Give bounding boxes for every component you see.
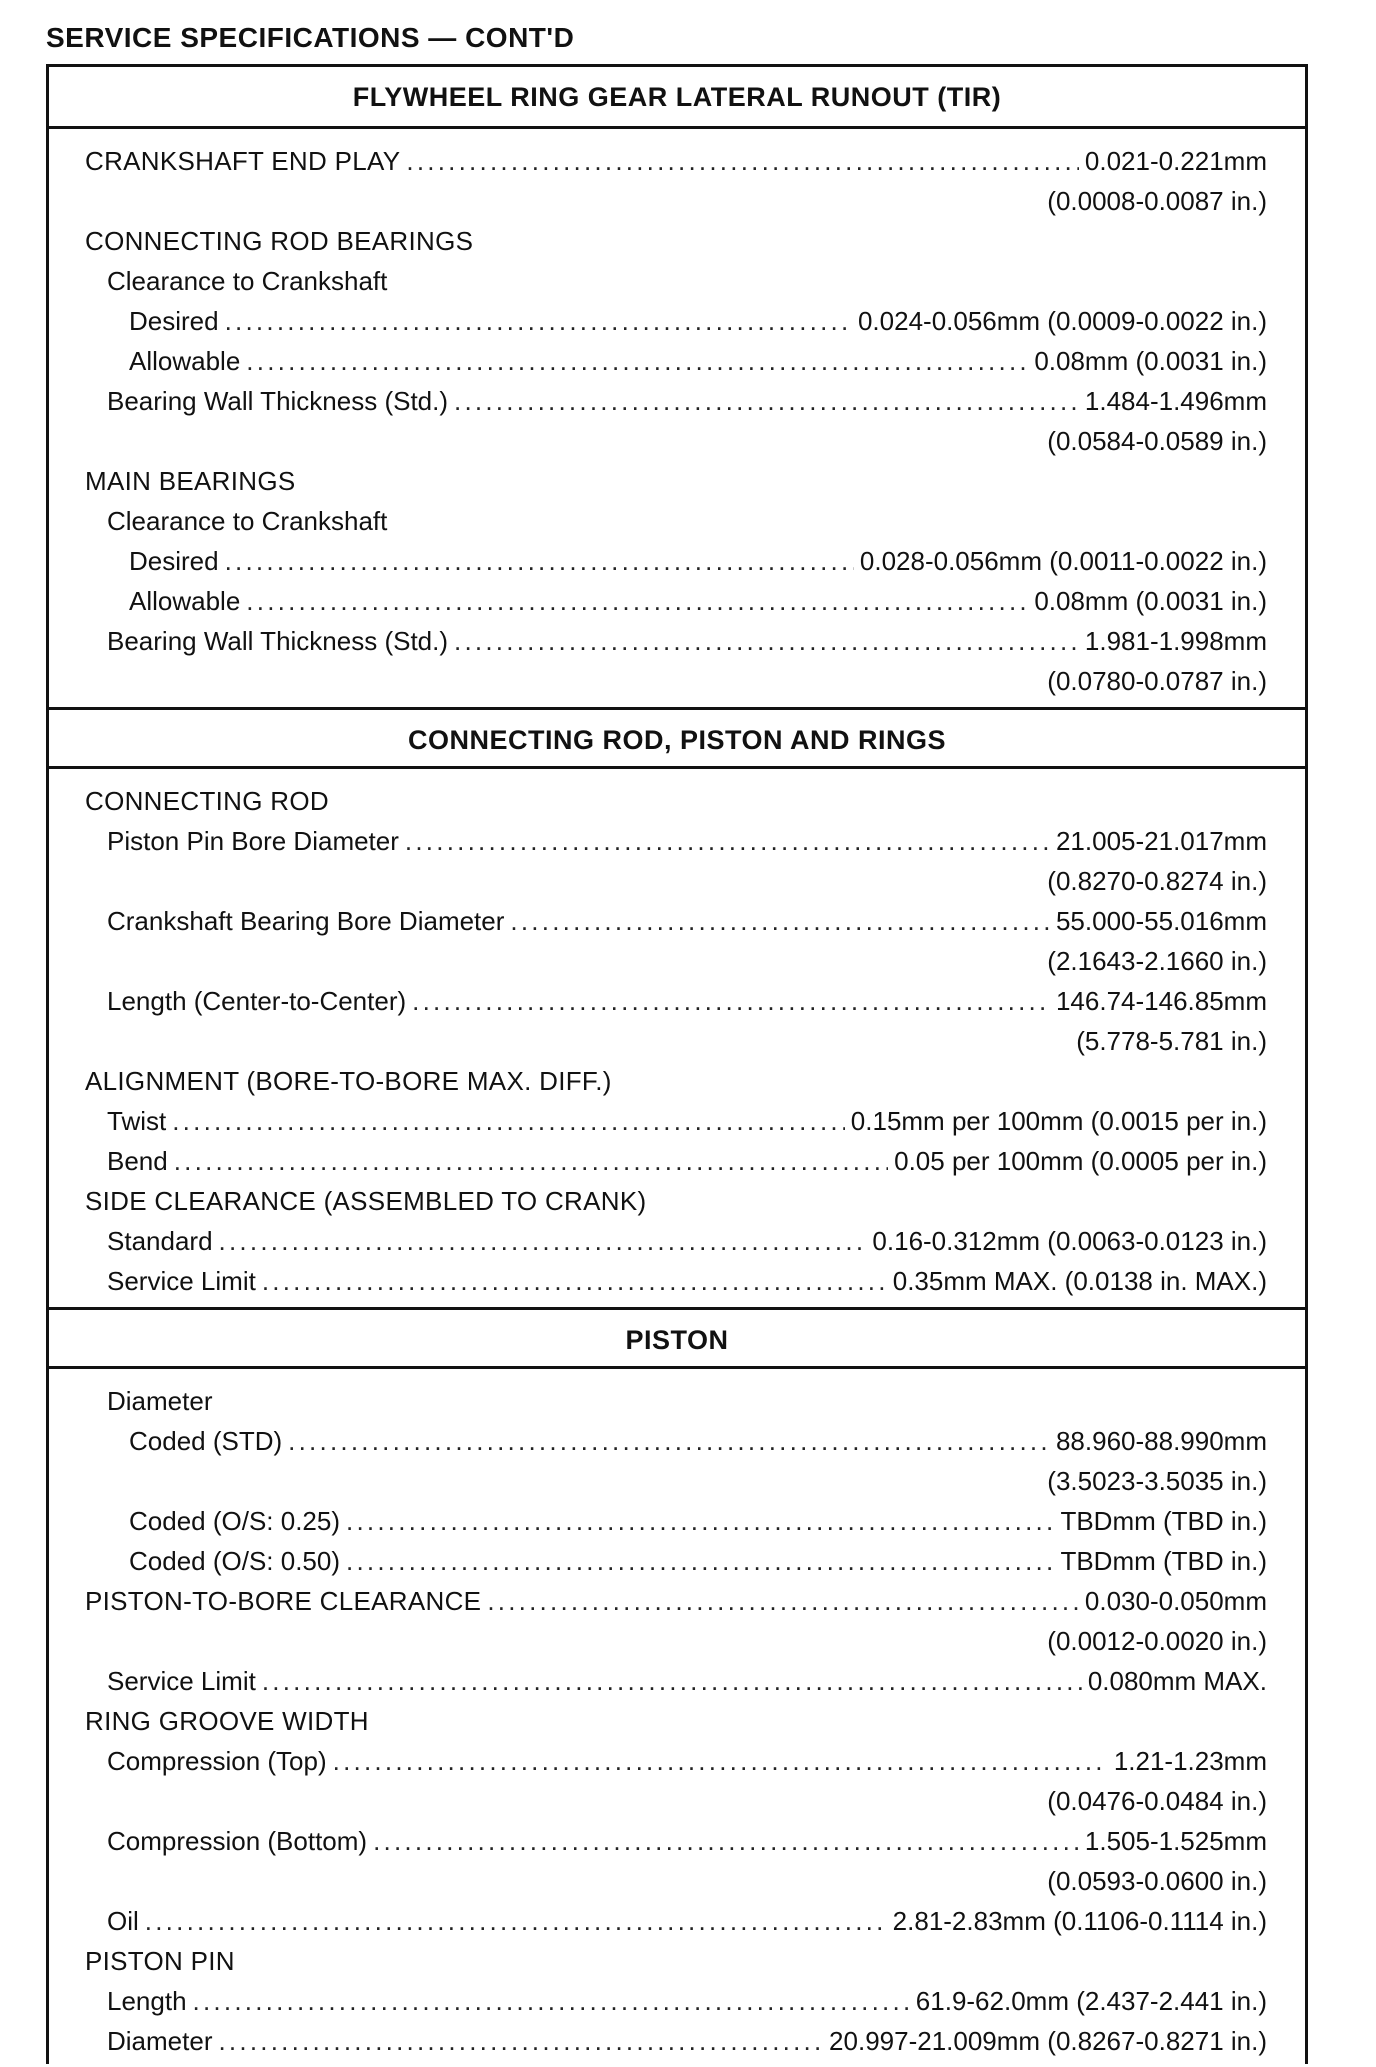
spec-label: Clearance to Crankshaft <box>107 266 388 296</box>
spec-value: 55.000-55.016mm <box>1055 906 1267 936</box>
spec-row <box>85 1541 1267 1581</box>
spec-label: Service Limit <box>107 1266 256 1296</box>
spec-label: SIDE CLEARANCE (ASSEMBLED TO CRANK) <box>85 1186 647 1216</box>
spec-group-heading <box>85 221 1267 261</box>
dot-leader <box>406 141 1079 181</box>
dot-leader <box>454 621 1079 661</box>
spec-row-continued <box>85 1021 1267 1061</box>
spec-row <box>85 1661 1267 1701</box>
dot-leader <box>454 381 1079 421</box>
spec-value: 0.028-0.056mm (0.0011-0.0022 in.) <box>859 546 1267 576</box>
spec-row-continued <box>85 1781 1267 1821</box>
spec-row-continued <box>85 1621 1267 1661</box>
spec-value: 1.981-1.998mm <box>1084 626 1267 656</box>
section-header: FLYWHEEL RING GEAR LATERAL RUNOUT (TIR) <box>49 67 1305 129</box>
spec-row <box>85 341 1267 381</box>
spec-value: 0.16-0.312mm (0.0063-0.0123 in.) <box>872 1226 1267 1256</box>
spec-value: 0.030-0.050mm <box>1084 1586 1267 1616</box>
section-body <box>49 1369 1305 2067</box>
spec-label: Oil <box>107 1906 139 1936</box>
spec-row-continued <box>85 861 1267 901</box>
spec-value: 1.21-1.23mm <box>1113 1746 1267 1776</box>
spec-label: MAIN BEARINGS <box>85 466 296 496</box>
spec-row <box>85 301 1267 341</box>
spec-label: CONNECTING ROD BEARINGS <box>85 226 474 256</box>
spec-row <box>85 821 1267 861</box>
spec-label: Coded (STD) <box>129 1426 283 1456</box>
spec-row <box>85 541 1267 581</box>
dot-leader <box>193 1981 910 2021</box>
spec-value: (0.0476-0.0484 in.) <box>1047 1786 1267 1816</box>
spec-value: TBDmm (TBD in.) <box>1060 1506 1267 1536</box>
spec-value: 1.484-1.496mm <box>1084 386 1267 416</box>
spec-row <box>85 1421 1267 1461</box>
spec-table <box>46 64 1308 2064</box>
spec-group-heading <box>85 1181 1267 1221</box>
spec-label: Piston Pin Bore Diameter <box>107 826 399 856</box>
spec-value: (3.5023-3.5035 in.) <box>1047 1466 1267 1496</box>
dot-leader <box>405 821 1050 861</box>
spec-value: 1.505-1.525mm <box>1084 1826 1267 1856</box>
dot-leader <box>172 1101 845 1141</box>
spec-row-continued <box>85 1861 1267 1901</box>
spec-value: (0.0008-0.0087 in.) <box>1047 186 1267 216</box>
spec-label: PISTON-TO-BORE CLEARANCE <box>85 1586 482 1616</box>
spec-label: Bearing Wall Thickness (Std.) <box>107 386 449 416</box>
spec-row-continued <box>85 661 1267 701</box>
dot-leader <box>288 1421 1050 1461</box>
dot-leader <box>174 1141 888 1181</box>
spec-value: TBDmm (TBD in.) <box>1060 1546 1267 1576</box>
spec-group-heading <box>85 1061 1267 1101</box>
dot-leader <box>246 341 1028 381</box>
dot-leader <box>346 1541 1054 1581</box>
spec-row <box>85 1901 1267 1941</box>
spec-value: (0.0780-0.0787 in.) <box>1047 666 1267 696</box>
spec-value: 0.024-0.056mm (0.0009-0.0022 in.) <box>857 306 1267 336</box>
spec-label: ALIGNMENT (BORE-TO-BORE MAX. DIFF.) <box>85 1066 612 1096</box>
spec-value: (0.0012-0.0020 in.) <box>1047 1626 1267 1656</box>
spec-label: Service Limit <box>107 1666 256 1696</box>
dot-leader <box>487 1581 1079 1621</box>
spec-label: Desired <box>129 546 219 576</box>
spec-group-heading <box>85 461 1267 501</box>
dot-leader <box>333 1741 1108 1781</box>
spec-label: Crankshaft Bearing Bore Diameter <box>107 906 505 936</box>
spec-row-continued <box>85 181 1267 221</box>
spec-subheading <box>85 1381 1267 1421</box>
spec-label: Allowable <box>129 586 241 616</box>
spec-label: Length <box>107 1986 187 2016</box>
section-header: CONNECTING ROD, PISTON AND RINGS <box>49 707 1305 769</box>
spec-row <box>85 381 1267 421</box>
spec-label: Diameter <box>107 2026 213 2056</box>
spec-row <box>85 1261 1267 1301</box>
spec-row-continued <box>85 1461 1267 1501</box>
spec-label: Bearing Wall Thickness (Std.) <box>107 626 449 656</box>
spec-label: Coded (O/S: 0.50) <box>129 1546 340 1576</box>
dot-leader <box>373 1821 1079 1861</box>
dot-leader <box>262 1661 1082 1701</box>
spec-value: 146.74-146.85mm <box>1055 986 1267 1016</box>
spec-row <box>85 1101 1267 1141</box>
spec-label: Compression (Top) <box>107 1746 327 1776</box>
spec-group-heading <box>85 781 1267 821</box>
spec-value: 88.960-88.990mm <box>1055 1426 1267 1456</box>
spec-row <box>85 621 1267 661</box>
spec-row <box>85 1581 1267 1621</box>
spec-subheading <box>85 501 1267 541</box>
section-body <box>49 129 1305 707</box>
spec-label: Bend <box>107 1146 168 1176</box>
spec-row-continued <box>85 421 1267 461</box>
dot-leader <box>219 1221 867 1261</box>
section-header: PISTON <box>49 1307 1305 1369</box>
dot-leader <box>145 1901 887 1941</box>
spec-label: CRANKSHAFT END PLAY <box>85 146 401 176</box>
spec-row <box>85 141 1267 181</box>
spec-label: Clearance to Crankshaft <box>107 506 388 536</box>
spec-value: (0.0593-0.0600 in.) <box>1047 1866 1267 1896</box>
spec-value: 0.05 per 100mm (0.0005 per in.) <box>894 1146 1267 1176</box>
spec-row <box>85 1741 1267 1781</box>
dot-leader <box>225 301 852 341</box>
spec-value: 0.021-0.221mm <box>1084 146 1267 176</box>
spec-label: Coded (O/S: 0.25) <box>129 1506 340 1536</box>
spec-value: (0.0584-0.0589 in.) <box>1047 426 1267 456</box>
spec-row <box>85 901 1267 941</box>
dot-leader <box>262 1261 887 1301</box>
spec-label: RING GROOVE WIDTH <box>85 1706 369 1736</box>
spec-label: CONNECTING ROD <box>85 786 329 816</box>
spec-value: 0.35mm MAX. (0.0138 in. MAX.) <box>892 1266 1267 1296</box>
spec-value: (0.8270-0.8274 in.) <box>1047 866 1267 896</box>
spec-value: (5.778-5.781 in.) <box>1076 1026 1267 1056</box>
section-body <box>49 769 1305 1307</box>
spec-value: 0.080mm MAX. <box>1087 1666 1267 1696</box>
spec-row <box>85 1221 1267 1261</box>
dot-leader <box>412 981 1050 1021</box>
spec-label: Compression (Bottom) <box>107 1826 368 1856</box>
page-title: SERVICE SPECIFICATIONS — CONT'D <box>46 22 575 53</box>
dot-leader <box>346 1501 1054 1541</box>
spec-row <box>85 981 1267 1021</box>
spec-group-heading <box>85 1701 1267 1741</box>
spec-label: Standard <box>107 1226 213 1256</box>
spec-value: 21.005-21.017mm <box>1055 826 1267 856</box>
spec-row <box>85 1981 1267 2021</box>
spec-value: 0.08mm (0.0031 in.) <box>1034 586 1267 616</box>
dot-leader <box>218 2021 823 2061</box>
spec-label: Allowable <box>129 346 241 376</box>
dot-leader <box>510 901 1050 941</box>
spec-label: PISTON PIN <box>85 1946 235 1976</box>
spec-value: 61.9-62.0mm (2.437-2.441 in.) <box>915 1986 1267 2016</box>
spec-row <box>85 1141 1267 1181</box>
spec-group-heading <box>85 1941 1267 1981</box>
spec-row-continued <box>85 941 1267 981</box>
dot-leader <box>246 581 1028 621</box>
spec-value: (2.1643-2.1660 in.) <box>1047 946 1267 976</box>
spec-label: Length (Center-to-Center) <box>107 986 407 1016</box>
spec-label: Twist <box>107 1106 167 1136</box>
spec-value: 20.997-21.009mm (0.8267-0.8271 in.) <box>829 2026 1267 2056</box>
spec-subheading <box>85 261 1267 301</box>
spec-row <box>85 1501 1267 1541</box>
spec-row <box>85 1821 1267 1861</box>
dot-leader <box>225 541 854 581</box>
spec-label: Desired <box>129 306 219 336</box>
spec-value: 0.08mm (0.0031 in.) <box>1034 346 1267 376</box>
spec-row <box>85 2021 1267 2061</box>
spec-value: 0.15mm per 100mm (0.0015 per in.) <box>850 1106 1267 1136</box>
spec-label: Diameter <box>107 1386 213 1416</box>
spec-value: 2.81-2.83mm (0.1106-0.1114 in.) <box>892 1906 1267 1936</box>
spec-row <box>85 581 1267 621</box>
